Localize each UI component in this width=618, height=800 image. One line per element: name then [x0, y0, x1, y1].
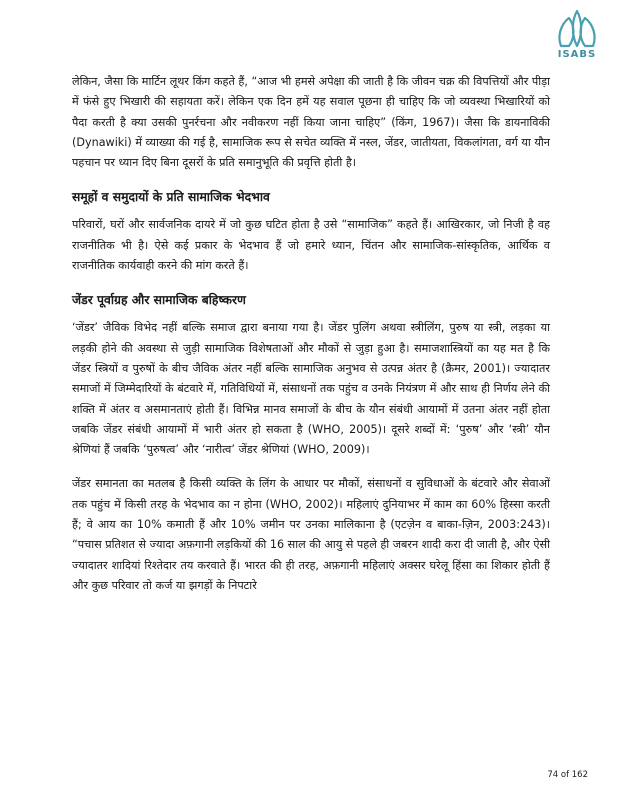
logo-leaves-icon: [555, 8, 599, 48]
paragraph-social-sphere: परिवारों, घरों और सार्वजनिक दायरे में जो कुछ घटित होता है उसे “सामाजिक” कहते हैं। आखिरकार, जो निजी है वह राजनीतिक भी है। ऐसे कई प्रकार के भेदभाव हैं जो हमारे ध्यान, चिंतन और सामाजिक-सांस्कृतिक, आर्थिक व राजनीतिक कार्यवाही करने की मांग करते हैं।: [72, 218, 550, 273]
paragraph-gender-definition: ‘जेंडर’ जैविक विभेद नहीं बल्कि समाज द्वारा बनाया गया है। जेंडर पुलिंग अथवा स्त्रीलिंग, पुरुष या स्त्री, लड़का या लड़की होने की अवस्था से जुड़ी सामाजिक विशेषताओं और मौकों से जुड़ा हुआ है। समाजशास्त्रियों का यह मत है कि जेंडर स्त्रियों व पुरुषों के बीच जैविक अंतर नहीं बल्कि सामाजिक अनुभव से उत्पन्न अंतर है (क्रैमर, 2001)। ज्यादातर समाजों में जिम्मेदारियों के बंटवारे में, गतिविधियों में, संसाधनों तक पहुंच व उनके नियंत्रण में और साथ ही निर्णय लेने की शक्ति में अंतर व असमानताएं होती हैं। विभिन्न मानव समाजों के बीच के यौन संबंधी आयामों में उतना अंतर नहीं होता जबकि जेंडर संबंधी आयामों में भारी अंतर हो सकता है (WHO, 2005)। दूसरे शब्दों में: ‘पुरुष’ और ‘स्त्री’ यौन श्रेणियां हैं जबकि ‘पुरुषत्व’ और ‘नारीत्व’ जेंडर श्रेणियां (WHO, 2009)।: [72, 321, 551, 457]
isabs-logo: [550, 8, 604, 64]
heading-gender-bias: जेंडर पूर्वाग्रह और सामाजिक बहिष्करण: [72, 293, 246, 308]
paragraph-gender-equality: जेंडर समानता का मतलब है किसी व्यक्ति के लिंग के आधार पर मौकों, संसाधनों व सुविधाओं के बंटवारे और सेवाओं तक पहुंच में किसी तरह के भेदभाव का न होना (WHO, 2002)। महिलाएं दुनियाभर में काम का 60% हिस्सा करती हैं; वे आय का 10% कमाती हैं और 10% जमीन पर उनका मालिकाना है (एटज़ेन व बाका-ज़िन, 2003:243)। “पचास प्रतिशत से ज्यादा अफ़गानी लड़कियों की 16 साल की आयु से पहले ही जबरन शादी करा दी जाती है, और ऐसी ज्यादातर शादियां रिश्तेदार तय करवाते हैं। भारत की ही तरह, अफ़गानी महिलाएं अक्सर घरेलू हिंसा का शिकार होती हैं और कुछ परिवार तो कर्ज या झगड़ों के निपटारे: [72, 477, 550, 592]
document-body: [72, 72, 550, 596]
paragraph-king-quote: लेकिन, जैसा कि मार्टिन लूथर किंग कहते हैं, “आज भी हमसे अपेक्षा की जाती है कि जीवन चक्र की विपत्तियों और पीड़ा में फंसे हुए भिखारी की सहायता करें। लेकिन एक दिन हमें यह सवाल पूछना ही चाहिए कि जो व्यवस्था भिखारियों को पैदा करती है क्या उसकी पुनर्रचना और नवीकरण नहीं किया जाना चाहिए” (किंग, 1967)। जैसा कि डायनाविकी (Dynawiki) में व्याख्या की गई है, सामाजिक रूप से सचेत व्यक्ति में नस्ल, जेंडर, जातीयता, विकलांगता, वर्ग या यौन पहचान पर ध्यान दिए बिना दूसरों के प्रति समानुभूति की प्रवृत्ति होती है।: [72, 75, 550, 170]
heading-social-discrimination: समूहों व समुदायों के प्रति सामाजिक भेदभाव: [72, 190, 270, 205]
page-number: 74 of 162: [547, 770, 588, 780]
logo-text: ISABS: [557, 49, 597, 60]
